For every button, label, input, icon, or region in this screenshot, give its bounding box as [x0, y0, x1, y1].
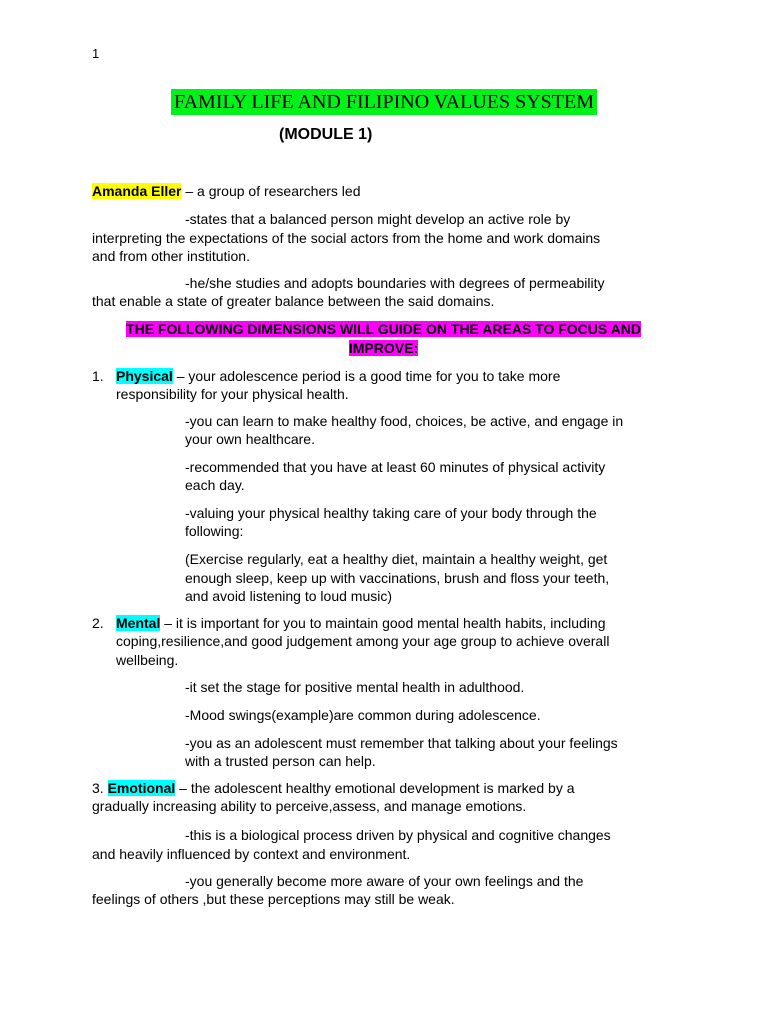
emotional-p2-line1: -you generally become more aware of your own feelings and the	[185, 873, 584, 889]
physical-bullet1-line1: -you can learn to make healthy food, choices, be active, and engage in	[185, 413, 624, 429]
mental-line3: wellbeing.	[116, 652, 179, 668]
mental-desc: – it is important for you to maintain good mental health habits, including	[160, 615, 606, 631]
emotional-desc: – the adolescent healthy emotional development is marked by a	[175, 780, 575, 796]
physical-desc: – your adolescence period is a good time for you to take more	[172, 368, 561, 384]
intro-line	[92, 182, 360, 201]
intro-p1-line3: and from other institution.	[92, 248, 250, 264]
emotional-p1-line1: -this is a biological process driven by physical and cognitive changes	[185, 827, 611, 843]
mental-bullet2: -Mood swings(example)are common during adolescence.	[185, 707, 541, 723]
physical-bullet2-line2: each day.	[185, 477, 245, 493]
mental-bullet1: -it set the stage for positive mental health in adulthood.	[185, 679, 525, 695]
module-subtitle: (MODULE 1)	[279, 126, 373, 143]
list-number-2: 2.	[92, 615, 104, 631]
physical-line1	[116, 367, 560, 386]
emotional-line2: gradually increasing ability to perceive,assess, and manage emotions.	[92, 798, 527, 814]
physical-bullet3-line1: -valuing your physical healthy taking care of your body through the	[185, 505, 597, 521]
document-title: FAMILY LIFE AND FILIPINO VALUES SYSTEM	[171, 89, 597, 115]
emotional-p2-line2: feelings of others ,but these perceptions may still be weak.	[92, 891, 455, 907]
mental-bullet3-line1: -you as an adolescent must remember that talking about your feelings	[185, 735, 618, 751]
mental-line1	[116, 614, 606, 633]
dimensions-banner	[92, 320, 675, 358]
mental-term: Mental	[116, 615, 161, 631]
physical-term: Physical	[116, 368, 173, 384]
physical-bullet2-line1: -recommended that you have at least 60 minutes of physical activity	[185, 459, 606, 475]
emotional-line1	[92, 779, 575, 798]
page-number: 1	[92, 46, 100, 61]
intro-p2-line1: -he/she studies and adopts boundaries with degrees of permeability	[185, 275, 605, 291]
list-number-1: 1.	[92, 368, 104, 384]
physical-bullet4-line3: and avoid listening to loud music)	[185, 588, 393, 604]
physical-bullet1-line2: your own healthcare.	[185, 431, 315, 447]
emotional-term: Emotional	[107, 780, 176, 796]
title-block	[0, 89, 768, 115]
physical-bullet4-line1: (Exercise regularly, eat a healthy diet, maintain a healthy weight, get	[185, 551, 608, 567]
emotional-p1-line2: and heavily influenced by context and environment.	[92, 846, 411, 862]
banner-line2: IMPROVE:	[348, 340, 419, 356]
physical-line2: responsibility for your physical health.	[116, 386, 349, 402]
list-number-3: 3.	[92, 780, 108, 796]
intro-p1-line2: interpreting the expectations of the social actors from the home and work domains	[92, 230, 601, 246]
banner-line1: THE FOLLOWING DIMENSIONS WILL GUIDE ON THE AREAS TO FOCUS AND	[126, 321, 641, 337]
intro-text: – a group of researchers led	[181, 183, 361, 199]
intro-p2-line2: that enable a state of greater balance between the said domains.	[92, 293, 495, 309]
physical-bullet3-line2: following:	[185, 523, 244, 539]
researcher-name: Amanda Eller	[92, 183, 182, 199]
intro-p1-line1: -states that a balanced person might develop an active role by	[185, 211, 571, 227]
mental-bullet3-line2: with a trusted person can help.	[185, 753, 376, 769]
mental-line2: coping,resilience,and good judgement among your age group to achieve overall	[116, 633, 610, 649]
physical-bullet4-line2: enough sleep, keep up with vaccinations, brush and floss your teeth,	[185, 570, 610, 586]
